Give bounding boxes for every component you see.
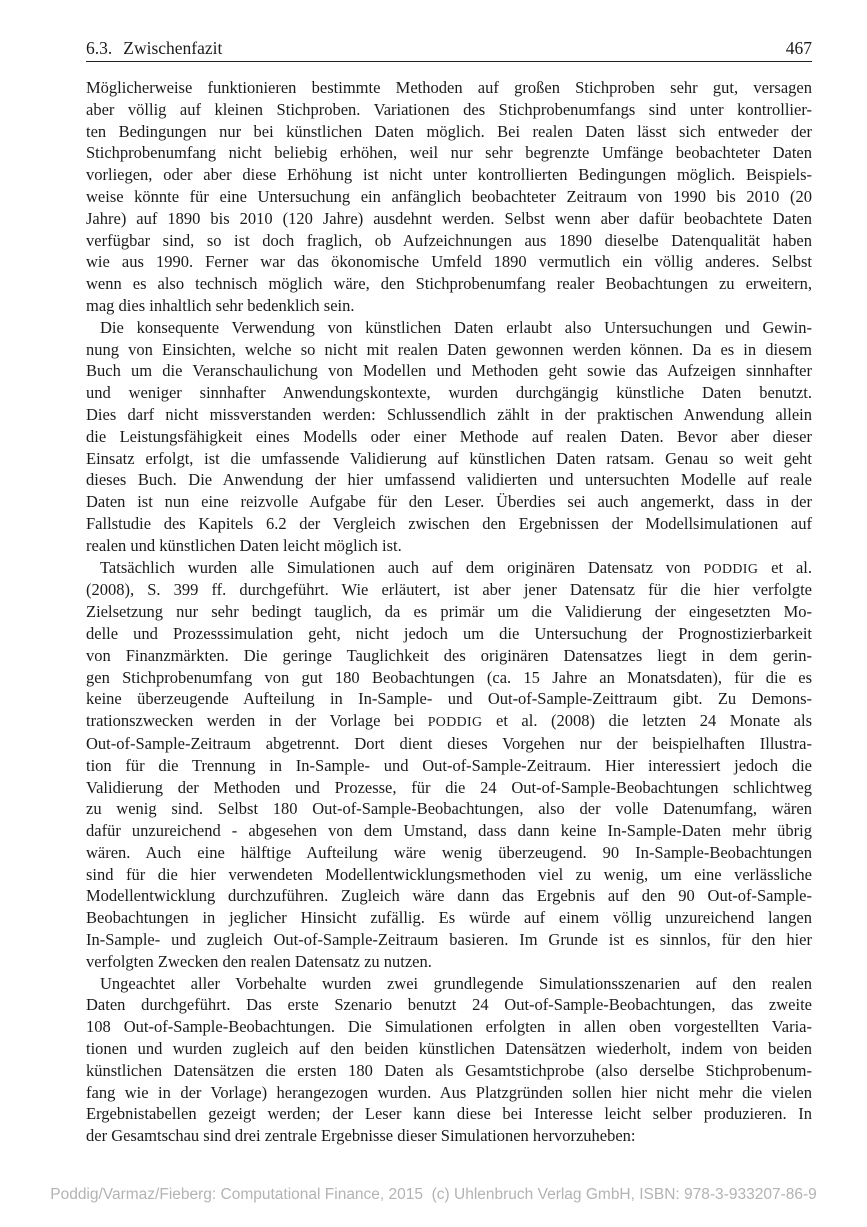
text-line: tionen und wurden zugleich auf den beiden künstlichen Datensätzen wiederholt, indem von beiden	[86, 1039, 812, 1059]
text-line: trationszwecken werden in der Vorlage bei PODDIG et al. (2008) die letzten 24 Monate als	[86, 711, 812, 731]
text-line: wenn es also technisch möglich wäre, den Stichprobenumfang realer Beobachtungen zu erweitern,	[86, 274, 812, 294]
text-line: wären. Auch eine hälftige Aufteilung wäre wenig überzeugend. 90 In-Sample-Beobachtungen	[86, 842, 812, 862]
text-line: und weniger sinnhafter Anwendungskontexte, wurden durchgängig künstliche Daten benutzt.	[86, 383, 812, 403]
text-line: gen Stichprobenumfang von gut 180 Beobachtungen (ca. 15 Jahre an Monatsdaten), für die es	[86, 667, 812, 687]
text-line: nung von Einsichten, welche so nicht mit realen Daten gewonnen werden können. Da es in diesem	[86, 339, 812, 359]
text-line: die Leistungsfähigkeit eines Modells oder einer Methode auf realen Daten. Bevor aber dieser	[86, 426, 812, 446]
text-line: Validierung der Methoden und Prozesse, für die 24 Out-of-Sample-Beobachtungen schlichtweg	[86, 777, 812, 797]
paragraph	[86, 317, 812, 557]
text-line: Ergebnistabellen gezeigt werden; der Leser kann diese bei Interesse leicht selber produzieren. In	[86, 1104, 812, 1124]
text-line: Modellentwicklung durchzuführen. Zugleich wäre dann das Ergebnis auf den 90 Out-of-Sample-	[86, 886, 812, 906]
header-rule	[86, 61, 812, 62]
text-line: Tatsächlich wurden alle Simulationen auch auf dem originären Datensatz von PODDIG et al.	[100, 557, 812, 577]
text-line: (2008), S. 399 ff. durchgeführt. Wie erläutert, ist aber jener Datensatz für die hier verfolgte	[86, 580, 812, 600]
footer-text: Poddig/Varmaz/Fieberg: Computational Finance, 2015 (c) Uhlenbruch Verlag GmbH, ISBN: 978-3-933207-86-9	[50, 1186, 817, 1203]
text-line: zu wenig sind. Selbst 180 Out-of-Sample-Beobachtungen, also der volle Datenumfang, wären	[86, 799, 812, 819]
text-line: Einsatz erfolgt, ist die umfassende Validierung auf künstlichen Daten ratsam. Genau so weit geht	[86, 448, 812, 468]
text-line: 108 Out-of-Sample-Beobachtungen. Die Simulationen erfolgten in allen oben vorgestellten Varia-	[86, 1017, 812, 1037]
text-line: tion für die Trennung in In-Sample- und Out-of-Sample-Zeitraum. Hier interessiert jedoch die	[86, 755, 812, 775]
text-line: weise könnte für eine Untersuchung ein anfänglich beobachteter Zeitraum von 1990 bis 2010 (20	[86, 186, 812, 206]
section-heading	[86, 38, 222, 59]
text-line: Jahre) auf 1890 bis 2010 (120 Jahre) ausdehnt werden. Selbst wenn aber dafür beobachtete Daten	[86, 208, 812, 228]
text-line: Zielsetzung nur sehr bedingt tauglich, da es primär um die Validierung der eingesetzten Mo-	[86, 602, 812, 622]
text-line: von Finanzmärkten. Die geringe Tauglichkeit des originären Datensatzes liegt in dem gerin-	[86, 645, 812, 665]
text-line: Daten ist nun eine reizvolle Aufgabe für den Leser. Überdies sei auch angemerkt, dass in der	[86, 492, 812, 512]
body-text	[86, 77, 812, 1147]
page-header	[86, 38, 812, 59]
text-line: delle und Prozesssimulation geht, nicht jedoch um die Untersuchung der Prognostizierbarkeit	[86, 623, 812, 643]
text-line: fang wie in der Vorlage) herangezogen wurden. Aus Platzgründen sollen hier nicht mehr die vielen	[86, 1082, 812, 1102]
text-line: der Gesamtschau sind drei zentrale Ergebnisse dieser Simulationen hervorzuheben:	[86, 1126, 636, 1146]
text-line: In-Sample- und zugleich Out-of-Sample-Zeitraum basieren. Im Grunde ist es sinnlos, für den hier	[86, 930, 812, 950]
text-line: Daten durchgeführt. Das erste Szenario benutzt 24 Out-of-Sample-Beobachtungen, das zweite	[86, 995, 812, 1015]
text-line: Ungeachtet aller Vorbehalte wurden zwei grundlegende Simulationsszenarien auf den realen	[100, 973, 812, 993]
paragraph	[86, 557, 812, 973]
text-line: Buch um die Veranschaulichung von Modellen und Methoden geht sowie das Aufzeigen sinnhafter	[86, 361, 812, 381]
text-line: künstlichen Datensätzen die ersten 180 Daten als Gesamtstichprobe (also derselbe Stichprobenum-	[86, 1060, 812, 1080]
text-line: verfolgten Zwecken den realen Datensatz zu nutzen.	[86, 951, 432, 971]
text-line: Out-of-Sample-Zeitraum abgetrennt. Dort dient dieses Vorgehen nur der beispielhaften Illustra-	[86, 733, 812, 753]
text-line: sind für die hier verwendeten Modellentwicklungsmethoden viel zu wenig, um eine verlässliche	[86, 864, 812, 884]
text-line: dafür unzureichend - abgesehen von dem Umstand, dass dann keine In-Sample-Daten mehr übrig	[86, 821, 812, 841]
text-line: Fallstudie des Kapitels 6.2 der Vergleich zwischen den Ergebnissen der Modellsimulationen auf	[86, 513, 812, 533]
text-line: vorliegen, oder aber diese Erhöhung ist nicht unter kontrollierten Bedingungen möglich. Beispiels-	[86, 165, 812, 185]
text-line: realen und künstlichen Daten leicht möglich ist.	[86, 535, 402, 555]
paragraph	[86, 973, 812, 1147]
text-line: Stichprobenumfang nicht beliebig erhöhen, weil nur sehr begrenzte Umfänge beobachteter Daten	[86, 143, 812, 163]
text-line: ten Bedingungen nur bei künstlichen Daten möglich. Bei realen Daten lässt sich entweder der	[86, 121, 812, 141]
section-title: Zwischenfazit	[123, 38, 223, 58]
text-line: dieses Buch. Die Anwendung der hier umfassend validierten und untersuchten Modelle auf reale	[86, 470, 812, 490]
text-line: Dies darf nicht missverstanden werden: Schlussendlich zählt in der praktischen Anwendung allein	[86, 404, 812, 424]
text-line: aber völlig auf kleinen Stichproben. Variationen des Stichprobenumfangs sind unter kontrollier-	[86, 99, 812, 119]
page-number: 467	[785, 38, 812, 58]
text-line: Beobachtungen in jeglicher Hinsicht zufällig. Es würde auf einem völlig unzureichend langen	[86, 908, 812, 928]
text-line: Möglicherweise funktionieren bestimmte Methoden auf großen Stichproben sehr gut, versagen	[86, 78, 812, 97]
text-line: verfügbar sind, so ist doch fraglich, ob Aufzeichnungen aus 1890 dieselbe Datenqualität haben	[86, 230, 812, 250]
text-line: keine überzeugende Aufteilung in In-Sample- und Out-of-Sample-Zeittraum gibt. Zu Demons-	[86, 689, 812, 709]
text-line: mag dies inhaltlich sehr bedenklich sein.	[86, 295, 355, 315]
text-line: wie aus 1990. Ferner war das ökonomische Umfeld 1890 vermutlich ein völlig anderes. Selbst	[86, 252, 812, 272]
section-number: 6.3.	[86, 38, 113, 58]
text-line: Die konsequente Verwendung von künstlichen Daten erlaubt also Untersuchungen und Gewin-	[100, 317, 812, 337]
paragraph	[86, 77, 812, 317]
